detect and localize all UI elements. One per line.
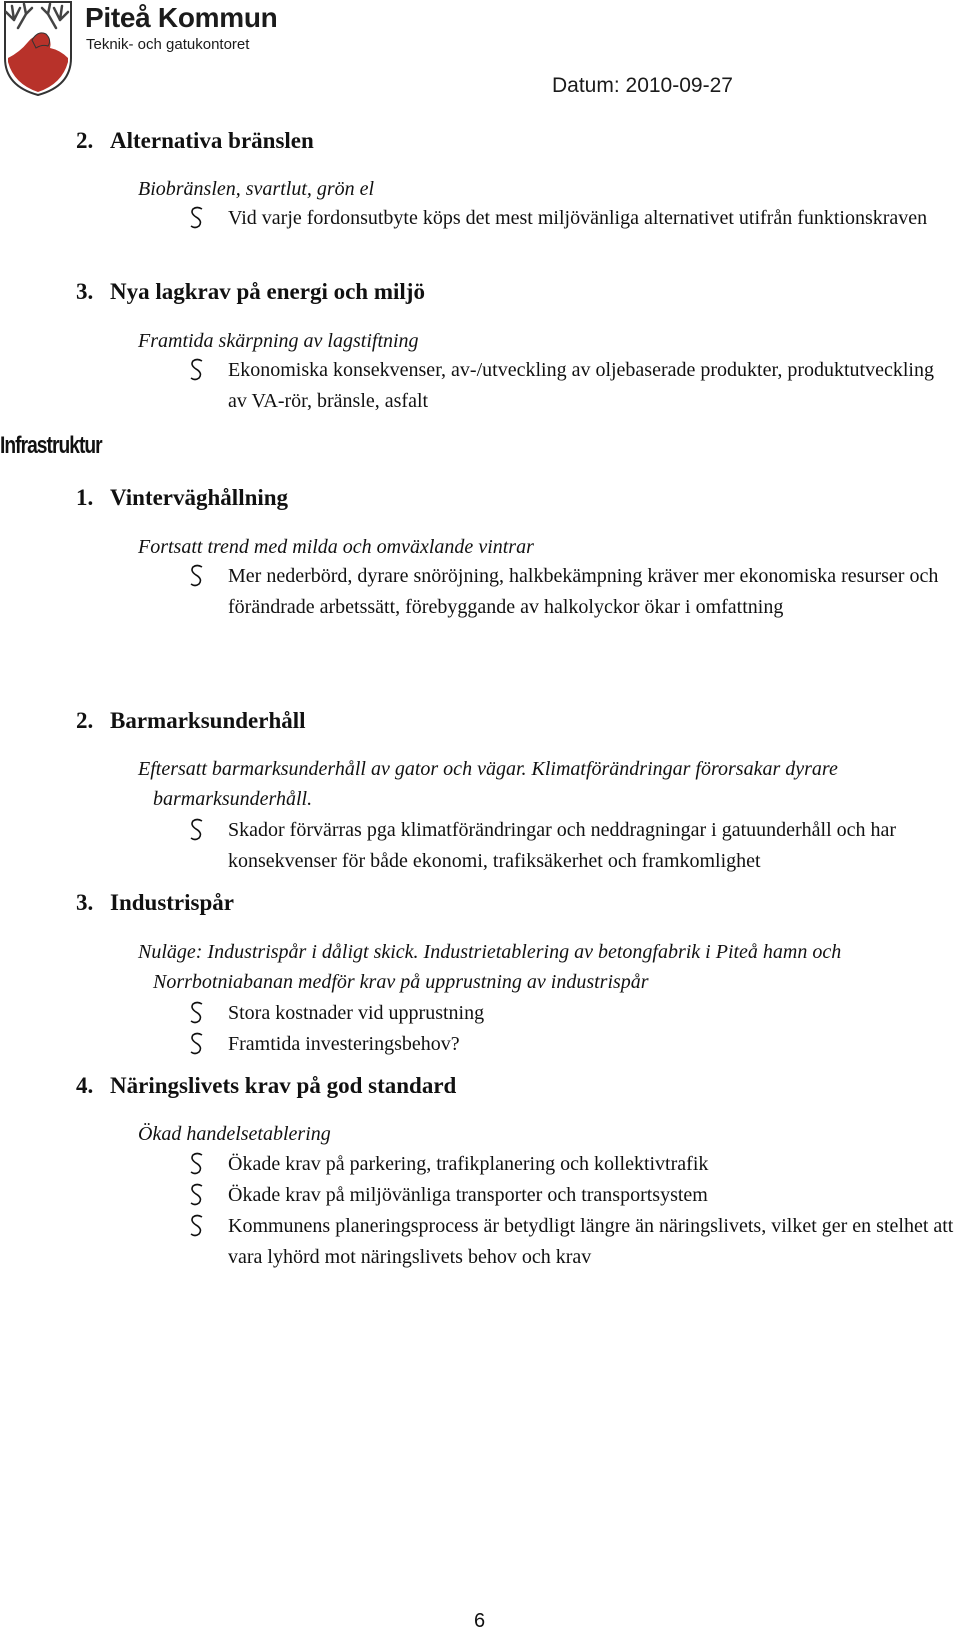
bullet-text: Framtida investeringsbehov? xyxy=(228,1033,460,1055)
bullet-icon xyxy=(189,1032,221,1058)
bullet-icon xyxy=(189,206,221,232)
intro-bare-ground-maintenance: Eftersatt barmarksunderhåll av gator och vägar. Klimatförändringar förorsakar dyrare barmarksunderhåll. xyxy=(138,758,838,810)
bullet-text: Ekonomiska konsekvenser, av-/utveckling av oljebaserade produkter, produktutveckling av VA-rör, bränsle, asfalt xyxy=(228,359,934,412)
reindeer-crest-icon xyxy=(2,0,74,96)
bullet-icon xyxy=(189,564,221,590)
intro-business-requirements: Ökad handelsetablering xyxy=(138,1123,331,1145)
intro-new-legal-requirements: Framtida skärpning av lagstiftning xyxy=(138,330,419,352)
section-label-infrastructure: Infrastruktur xyxy=(0,432,102,459)
bullet-icon xyxy=(189,1183,221,1209)
bullet-icon xyxy=(189,1214,221,1240)
intro-industrial-rail: Nuläge: Industrispår i dåligt skick. Industrietablering av betongfabrik i Piteå hamn och Norrbotniabanan medför krav på upprustning av industrispår xyxy=(138,941,842,993)
bullet-icon xyxy=(189,818,221,844)
bullet-text: Vid varje fordonsutbyte köps det mest miljövänliga alternativet utifrån funktionskraven xyxy=(228,207,928,229)
org-department: Teknik- och gatukontoret xyxy=(86,36,250,53)
bullet-text: Stora kostnader vid upprustning xyxy=(228,1002,485,1024)
intro-alternative-fuels: Biobränslen, svartlut, grön el xyxy=(138,178,375,200)
bullet-text: Ökade krav på miljövänliga transporter och transportsystem xyxy=(228,1184,708,1206)
intro-winter-maintenance: Fortsatt trend med milda och omväxlande vintrar xyxy=(138,536,534,558)
bullet-icon xyxy=(189,1001,221,1027)
bullet-icon xyxy=(189,1152,221,1178)
bullet-text: Kommunens planeringsprocess är betydligt längre än näringslivets, vilket ger en stelhet att vara lyhörd mot näringslivets behov och krav xyxy=(228,1215,954,1268)
heading-alternative-fuels: 2. Alternativa bränslen xyxy=(76,128,314,153)
document-date: Datum: 2010-09-27 xyxy=(552,74,733,97)
heading-industrial-rail: 3. Industrispår xyxy=(76,890,234,915)
org-name: Piteå Kommun xyxy=(85,2,278,33)
bullet-text: Skador förvärras pga klimatförändringar och neddragningar i gatuunderhåll och har konsekvenser för både ekonomi, trafiksäkerhet och framkomlighet xyxy=(228,819,897,872)
heading-new-legal-requirements: 3. Nya lagkrav på energi och miljö xyxy=(76,279,425,304)
heading-business-requirements: 4. Näringslivets krav på god standard xyxy=(76,1073,457,1098)
page-number: 6 xyxy=(474,1610,486,1632)
bullet-icon xyxy=(189,358,221,384)
bullet-text: Ökade krav på parkering, trafikplanering och kollektivtrafik xyxy=(228,1153,709,1175)
heading-winter-maintenance: 1. Vinterväghållning xyxy=(76,485,289,510)
heading-bare-ground-maintenance: 2. Barmarksunderhåll xyxy=(76,708,306,733)
bullet-text: Mer nederbörd, dyrare snöröjning, halkbekämpning kräver mer ekonomiska resurser och förändrade arbetssätt, förebyggande av halkolyckor ökar i omfattning xyxy=(228,565,939,618)
